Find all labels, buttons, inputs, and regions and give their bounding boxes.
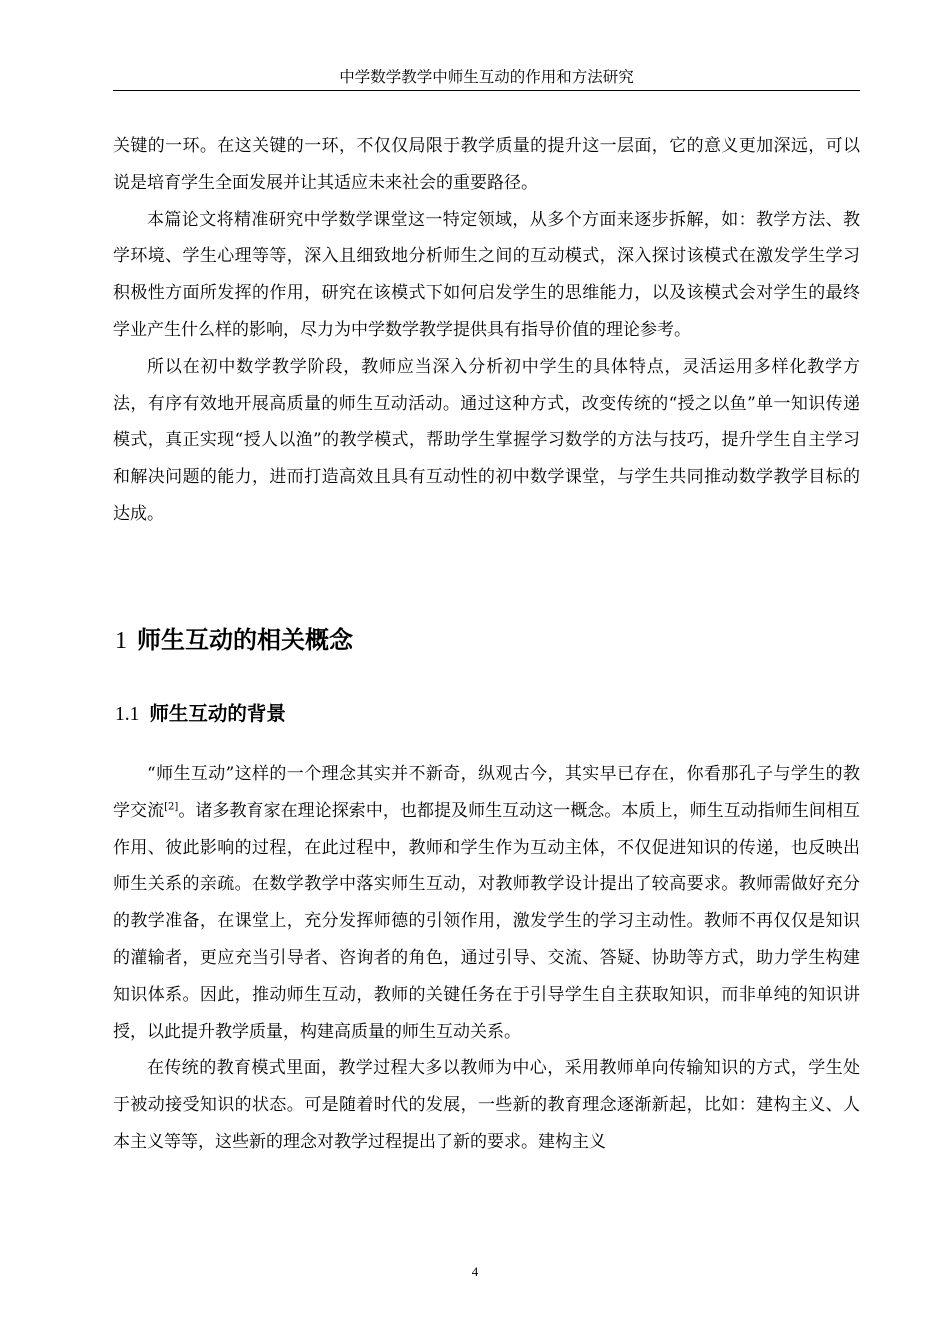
paragraph-teaching-approach: 所以在初中数学教学阶段，教师应当深入分析初中学生的具体特点，灵活运用多样化教学方法，有序有效地开展高质量的师生互动活动。通过这种方式，改变传统的“授之以鱼”单一知识传递模式，真正实现“授人以渔”的教学模式，帮助学生掌握学习数学的方法与技巧，提升学生自主学习和解决问题的能力，进而打造高效且具有互动性的初中数学课堂，与学生共同推动数学教学目标的达成。 — [113, 356, 860, 524]
top-text-block — [113, 128, 860, 533]
section-text-block — [113, 756, 860, 1161]
paragraph-thesis-scope: 本篇论文将精准研究中学数学课堂这一特定领域，从多个方面来逐步拆解，如：教学方法、教学环境、学生心理等等，深入且细致地分析师生之间的互动模式，深入探讨该模式在激发学生学习积极性方面所发挥的作用，研究在该模式下如何启发学生的思维能力，以及该模式会对学生的最终学业产生什么样的影响，尽力为中学数学教学提供具有指导价值的理论参考。 — [113, 209, 860, 340]
header-rule — [113, 90, 860, 91]
citation-marker: [2] — [164, 801, 179, 813]
subsection-title: 师生互动的背景 — [149, 702, 286, 725]
section-title: 师生互动的相关概念 — [137, 626, 353, 654]
subsection-heading — [115, 698, 286, 731]
paragraph-background-part2: 。诸多教育家在理论探索中，也都提及师生互动这一概念。本质上，师生互动指师生间相互作用、彼此影响的过程，在此过程中，教师和学生作为互动主体，不仅促进知识的传递，也反映出师生关系的亲疏。在数学教学中落实师生互动，对教师教学设计提出了较高要求。教师需做好充分的教学准备，在课堂上，充分发挥师德的引领作用，激发学生的学习主动性。教师不再仅仅是知识的灌输者，更应充当引导者、咨询者的角色，通过引导、交流、答疑、协助等方式，助力学生构建知识体系。因此，推动师生互动，教师的关键任务在于引导学生自主获取知识，而非单纯的知识讲授，以此提升教学质量，构建高质量的师生互动关系。 — [113, 800, 861, 1042]
paragraph-background — [113, 756, 860, 1050]
section-heading — [115, 620, 353, 661]
subsection-number: 1.1 — [115, 704, 140, 725]
page-number: 4 — [471, 1264, 479, 1279]
paragraph-background-part1: “师生互动”这样的一个理念其实并不新奇，纵观古今，其实早已存在，你看那孔子与学生的教学交流 — [113, 764, 860, 821]
running-header: 中学数学教学中师生互动的作用和方法研究 — [339, 68, 634, 86]
paragraph-continuation: 关键的一环。在这关键的一环，不仅仅局限于教学质量的提升这一层面，它的意义更加深远，可以说是培育学生全面发展并让其适应未来社会的重要路径。 — [113, 136, 860, 193]
paragraph-traditional-model: 在传统的教育模式里面，教学过程大多以教师为中心，采用教师单向传输知识的方式，学生处于被动接受知识的状态。可是随着时代的发展，一些新的教育理念逐渐新起，比如：建构主义、人本主义等等，这些新的理念对教学过程提出了新的要求。建构主义 — [113, 1058, 860, 1152]
section-number: 1 — [115, 628, 127, 654]
